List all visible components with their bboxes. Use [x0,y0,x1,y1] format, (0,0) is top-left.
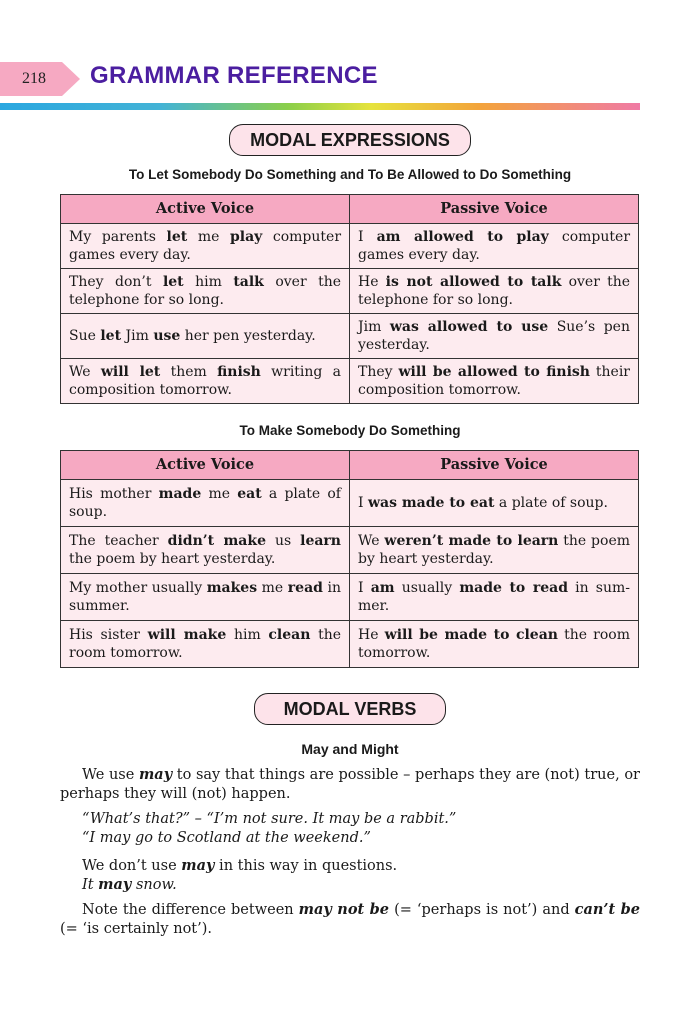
table-row [61,574,639,621]
emphasis-text: made [158,486,202,502]
emphasis-text: finish [217,364,261,380]
text-run: They don’t [69,274,163,290]
text-run: in sum-mer. [358,580,630,614]
text-run: a plate of soup. [494,495,608,511]
emphasis-text: was made to eat [367,495,495,511]
cell-active [61,480,350,527]
rainbow-divider [0,103,640,110]
emphasis-text: let [166,229,188,245]
text-run: The teacher [69,533,168,549]
text-run: us [265,533,301,549]
emphasis-text: will make [147,627,227,643]
text-run: Sue’s pen yesterday. [358,319,630,353]
cell-active [61,224,350,269]
text-run: computer games every day. [69,229,342,263]
column-header-active: Active Voice [61,195,350,224]
text-run: them [160,364,218,380]
emphasis-text: was allowed to use [389,319,549,335]
emphasis-text: may [138,766,173,783]
table-make [60,450,639,668]
emphasis-text: clean [268,627,311,643]
text-run: the room tomorrow. [69,627,342,661]
text-run: to say that things are possible – perhaps they are (not) true, or perhaps they will (not) happen. [60,767,640,802]
example-snow [82,875,662,895]
emphasis-text: eat [237,486,262,502]
emphasis-text: made to read [459,580,568,596]
subheading-may-might: May and Might [301,741,399,757]
text-run: the poem by heart yesterday. [69,551,276,567]
text-run: Jim [121,328,154,344]
example-scotland: “I may go to Scotland at the weekend.” [82,830,371,846]
subheading-let-allowed: To Let Somebody Do Something and To Be Allowed to Do Something [128,167,572,182]
text-run: His sister [69,627,148,643]
text-run: writing a composition tomorrow. [69,364,342,398]
table-row [61,480,639,527]
text-run: a plate of soup. [69,486,341,520]
text-run: in summer. [69,580,341,614]
cell-passive [350,359,639,404]
section-pill-modal-expressions: MODAL EXPRESSIONS [229,124,471,156]
text-run: We [69,364,101,380]
emphasis-text: use [153,328,181,344]
text-run: My parents [69,229,167,245]
cell-passive [350,574,639,621]
table-row [61,314,639,359]
emphasis-text: will be made to clean [384,627,558,643]
column-header-passive: Passive Voice [350,451,639,480]
table-row [61,269,639,314]
cell-active [61,527,350,574]
cell-passive [350,527,639,574]
emphasis-text: am [370,580,395,596]
text-run: I [358,229,377,245]
paragraph-may-possible [60,765,640,804]
text-run: Note the difference between [82,902,299,918]
paragraph-difference [60,900,640,939]
emphasis-text: weren’t made to learn [384,533,559,549]
cell-active [61,574,350,621]
emphasis-text: may not be [298,901,390,918]
table-row [61,621,639,668]
cell-passive [350,621,639,668]
text-run: He [358,627,385,643]
table-let-allowed [60,194,639,404]
emphasis-text: can’t be [574,901,641,918]
section-pill-modal-verbs: MODAL VERBS [254,693,446,725]
page-title: GRAMMAR REFERENCE [90,62,378,89]
text-run: the room tomorrow. [358,627,630,661]
text-run: me [257,580,288,596]
text-run: computer games every day. [358,229,631,263]
emphasis-text: let [162,274,184,290]
emphasis-text: may [98,876,132,893]
table-row [61,359,639,404]
text-run: I [358,495,368,511]
subheading-make: To Make Somebody Do Something [239,423,461,438]
text-run: My mother usually [69,580,207,596]
column-header-passive: Passive Voice [350,195,639,224]
cell-active [61,269,350,314]
cell-active [61,621,350,668]
text-run: him [183,274,234,290]
page-number: 218 [22,70,46,87]
emphasis-text: will let [100,364,161,380]
text-run: over the telephone for so long. [69,274,342,308]
example-rabbit: “What’s that?” – “I’m not sure. It may be a rabbit.” [82,811,457,827]
emphasis-text: is not allowed to talk [385,274,562,290]
text-run: usually [394,580,460,596]
text-run: him [226,627,269,643]
text-run: Sue [69,328,101,344]
emphasis-text: will be allowed to finish [398,364,590,380]
cell-passive [350,314,639,359]
text-run: her pen yesterday. [180,328,316,344]
italic-text: It [82,877,99,893]
paragraph-questions [82,856,662,876]
emphasis-text: play [229,229,263,245]
text-run: their composition tomorrow. [358,364,630,398]
text-run: the poem by heart yesterday. [358,533,631,567]
text-run: me [201,486,238,502]
text-run: Jim [358,319,390,335]
cell-active [61,314,350,359]
text-run: We don’t use [82,858,182,874]
cell-passive [350,480,639,527]
emphasis-text: makes [206,580,258,596]
column-header-active: Active Voice [61,451,350,480]
emphasis-text: learn [300,533,341,549]
emphasis-text: talk [233,274,264,290]
text-run: We [358,533,385,549]
emphasis-text: let [100,328,122,344]
text-run: I [358,580,371,596]
text-run: We use [82,767,139,783]
text-run: He [358,274,386,290]
text-run: over the telephone for so long. [358,274,630,308]
text-run: me [187,229,230,245]
italic-text: snow. [131,877,177,893]
text-run: His mother [69,486,159,502]
emphasis-text: may [181,857,215,874]
emphasis-text: didn’t make [167,533,266,549]
emphasis-text: am allowed to play [376,229,549,245]
text-run: in this way in questions. [214,858,398,874]
table-row [61,527,639,574]
table-row [61,224,639,269]
text-run: (= ‘is certainly not’). [60,921,213,937]
emphasis-text: read [287,580,323,596]
cell-active [61,359,350,404]
cell-passive [350,269,639,314]
text-run: (= ‘perhaps is not’) and [389,902,575,918]
cell-passive [350,224,639,269]
text-run: They [358,364,399,380]
